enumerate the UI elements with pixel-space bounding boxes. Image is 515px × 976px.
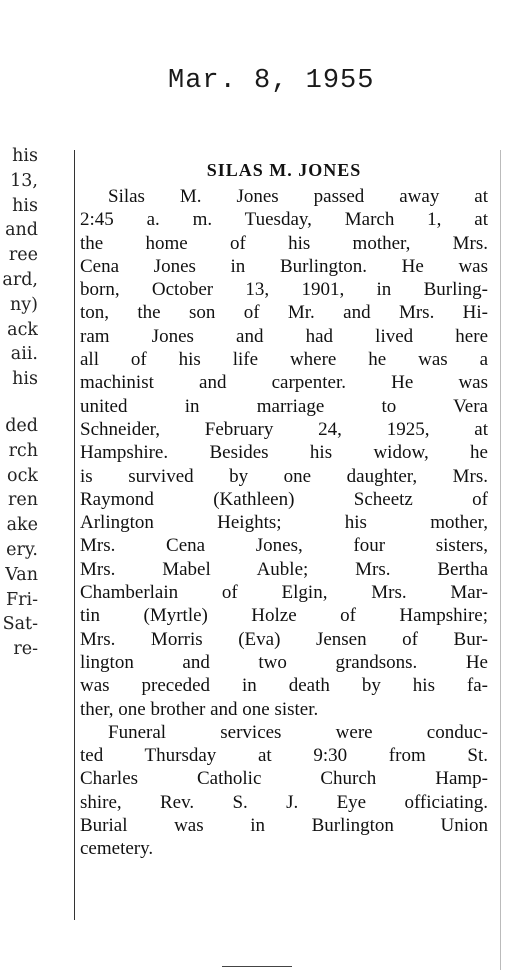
article-line: ther, one brother and one sister. [80, 698, 319, 720]
left-fragment-line: re- [13, 639, 38, 660]
article-line: Burial was in Burlington Union [80, 815, 488, 837]
article-line: Raymond (Kathleen) Scheetz of [80, 488, 488, 510]
article-line: Silas M. Jones passed away at [108, 186, 488, 207]
article-line: is survived by one daughter, Mrs. [80, 465, 488, 487]
clipping-date: Mar. 8, 1955 [168, 66, 375, 96]
column-divider [74, 150, 75, 920]
article-line: ton, the son of Mr. and Mrs. Hi- [80, 302, 488, 324]
left-fragment-line: ack [7, 319, 38, 340]
article-line: shire, Rev. S. J. Eye officiating. [80, 791, 488, 813]
article-line: machinist and carpenter. He was [80, 372, 488, 394]
left-fragment-line: ny) [10, 294, 38, 315]
article-headline: SILAS M. JONES [206, 160, 362, 180]
adjacent-column-fragment [0, 144, 38, 662]
left-fragment-line: Sat- [2, 614, 38, 635]
article-paragraph-1 [80, 185, 488, 721]
article-line: Mrs. Mabel Auble; Mrs. Bertha [80, 558, 488, 580]
article-line: ram Jones and had lived here [80, 325, 488, 347]
article-line: Charles Catholic Church Hamp- [80, 768, 488, 790]
article-line: Arlington Heights; his mother, [80, 512, 488, 534]
left-fragment-line: and [5, 220, 38, 241]
article-line: the home of his mother, Mrs. [80, 232, 488, 254]
left-fragment-line: ery. [6, 539, 38, 560]
left-fragment-line: ren [8, 490, 38, 511]
article-line: ted Thursday at 9:30 from St. [80, 745, 488, 767]
article-line: Funeral services were conduc- [108, 721, 488, 743]
article-line: cemetery. [80, 838, 154, 860]
left-fragment-line: ake [6, 515, 38, 536]
article-line: Hampshire. Besides his widow, he [80, 442, 488, 464]
obituary-article [80, 160, 488, 861]
left-fragment-line: his [12, 146, 38, 166]
left-fragment-line: Fri- [5, 589, 38, 610]
article-line: all of his life where he was a [80, 349, 488, 371]
left-fragment-line: rch [8, 440, 38, 461]
left-fragment-line: aii. [10, 344, 38, 365]
page-edge-line [500, 150, 501, 970]
article-line: lington and two grandsons. He [80, 651, 488, 673]
left-fragment-line: his [12, 195, 38, 216]
article-line: Mrs. Morris (Eva) Jensen of Bur- [80, 628, 488, 650]
article-line: born, October 13, 1901, in Burling- [80, 279, 488, 301]
article-line: Schneider, February 24, 1925, at [80, 418, 488, 440]
article-line: 2:45 a. m. Tuesday, March 1, at [80, 209, 488, 231]
article-line: united in marriage to Vera [80, 395, 488, 417]
article-line: Mrs. Cena Jones, four sisters, [80, 535, 488, 557]
paragraph-gap [0, 392, 38, 414]
left-fragment-line: ded [5, 415, 38, 436]
left-fragment-line: his [12, 369, 38, 390]
left-fragment-line: ock [7, 465, 38, 486]
article-line: tin (Myrtle) Holze of Hampshire; [80, 605, 488, 627]
left-fragment-line: 13, [10, 170, 38, 191]
article-line: Cena Jones in Burlington. He was [80, 255, 488, 277]
article-line: was preceded in death by his fa- [80, 675, 488, 697]
article-line: Chamberlain of Elgin, Mrs. Mar- [80, 582, 488, 604]
article-end-rule [222, 966, 292, 967]
left-fragment-line: Van [5, 564, 38, 585]
left-fragment-line: ard, [2, 269, 38, 290]
article-paragraph-2 [80, 721, 488, 861]
left-fragment-line: ree [8, 245, 38, 266]
